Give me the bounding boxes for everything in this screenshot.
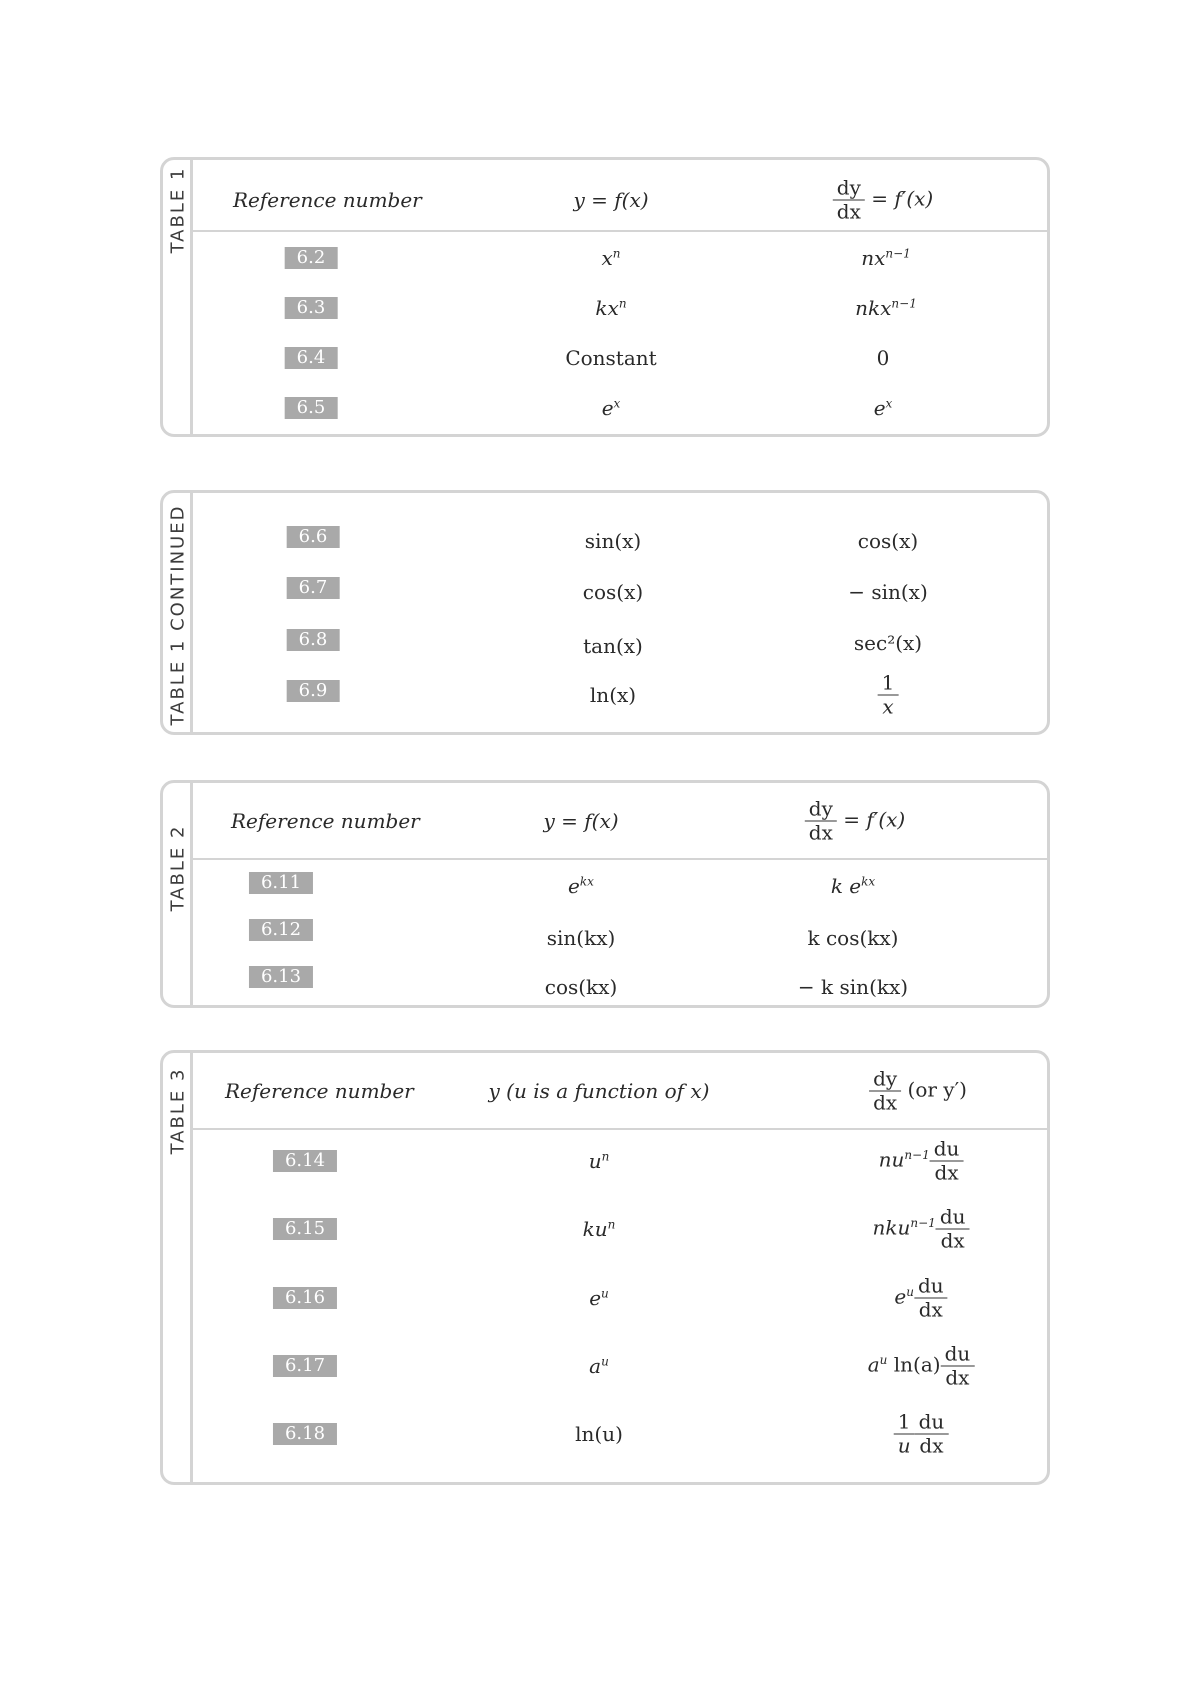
du-dx-fraction: $\frac{du}{dx}$ (936, 1206, 970, 1253)
one-over-x-fraction: $\frac{1}{x}$ (878, 672, 899, 719)
table-3-label: TABLE 3 (167, 1067, 189, 1155)
function-cell: cos(kx) (544, 975, 618, 999)
table-1-continued (160, 490, 1050, 735)
du-dx-fraction: $\frac{du}{dx}$ (941, 1343, 975, 1390)
reference-badge: 6.4 (285, 347, 338, 369)
function-cell: cos(x) (582, 580, 644, 604)
derivative-cell: − sin(x) (848, 580, 928, 604)
dy-dx-fraction: $\frac{dy}{dx}$ (869, 1068, 901, 1115)
function-cell: sin(x) (584, 529, 642, 553)
derivative-cell: $e^u$ $\frac{du}{dx}$ (894, 1275, 947, 1322)
function-cell: ln(x) (589, 683, 637, 707)
function-cell: $u^n$ (588, 1149, 610, 1173)
derivative-cell: − k sin(kx) (797, 975, 909, 999)
function-cell: Constant (565, 346, 657, 370)
reference-badge: 6.8 (287, 629, 340, 651)
table-3-tab (163, 1053, 193, 1482)
function-cell: $e^{kx}$ (568, 874, 594, 898)
reference-badge: 6.11 (249, 872, 313, 894)
reference-badge: 6.2 (285, 247, 338, 269)
table-2-tab (163, 783, 193, 1005)
reference-badge: 6.9 (287, 680, 340, 702)
header-derivative: $\frac{dy}{dx}$ (or y′) (869, 1068, 967, 1115)
header-function: y = f(x) (573, 188, 649, 212)
derivative-cell: $nx^{n-1}$ (861, 246, 911, 270)
function-cell: $kx^n$ (595, 296, 627, 320)
du-dx-fraction: $\frac{du}{dx}$ (915, 1411, 949, 1458)
function-cell: $e^x$ (601, 396, 621, 420)
one-over-u-fraction: $\frac{1}{u}$ (894, 1411, 915, 1458)
derivative-cell: nku$^{n-1}$ $\frac{du}{dx}$ (873, 1206, 970, 1253)
function-cell: $e^u$ (589, 1286, 609, 1310)
dy-dx-fraction: $\frac{dy}{dx}$ (805, 798, 837, 845)
header-derivative: $\frac{dy}{dx}$ = f′(x) (833, 177, 933, 224)
table-1 (160, 157, 1050, 437)
function-cell: sin(kx) (546, 926, 616, 950)
derivative-cell: sec²(x) (853, 631, 923, 655)
table-3 (160, 1050, 1050, 1485)
du-dx-fraction: $\frac{du}{dx}$ (914, 1275, 948, 1322)
reference-badge: 6.17 (273, 1355, 337, 1377)
header-function: y (u is a function of x) (488, 1079, 710, 1103)
function-cell: tan(x) (583, 634, 643, 658)
reference-badge: 6.12 (249, 919, 313, 941)
header-reference-number: Reference number (225, 1079, 414, 1103)
header-function: y = f(x) (543, 809, 619, 833)
du-dx-fraction: $\frac{du}{dx}$ (930, 1138, 964, 1185)
derivative-cell: k cos(kx) (807, 926, 899, 950)
dy-dx-fraction: $\frac{dy}{dx}$ (833, 177, 865, 224)
reference-badge: 6.6 (287, 526, 340, 548)
derivative-cell: k $e^{kx}$ (830, 874, 876, 898)
table-1-tab (163, 160, 193, 434)
header-reference-number: Reference number (233, 188, 422, 212)
reference-badge: 6.13 (249, 966, 313, 988)
header-reference-number: Reference number (231, 809, 420, 833)
reference-badge: 6.3 (285, 297, 338, 319)
reference-badge: 6.18 (273, 1423, 337, 1445)
header-derivative: $\frac{dy}{dx}$ = f′(x) (805, 798, 905, 845)
function-cell: $a^u$ (589, 1354, 609, 1378)
table-2-label: TABLE 2 (167, 824, 189, 912)
reference-badge: 6.16 (273, 1287, 337, 1309)
table-2 (160, 780, 1050, 1008)
table-1-label: TABLE 1 (167, 166, 189, 254)
table-1-continued-label: TABLE 1 CONTINUED (167, 504, 189, 726)
reference-badge: 6.15 (273, 1218, 337, 1240)
reference-badge: 6.14 (273, 1150, 337, 1172)
derivative-cell: 0 (876, 346, 890, 370)
function-cell: ln(u) (575, 1422, 623, 1446)
table-1-continued-tab (163, 493, 193, 732)
reference-badge: 6.7 (287, 577, 340, 599)
derivative-cell: cos(x) (857, 529, 919, 553)
derivative-cell: $a^u$ ln(a) $\frac{du}{dx}$ (868, 1343, 975, 1390)
reference-badge: 6.5 (285, 397, 338, 419)
derivative-cell: $nu^{n-1}$ $\frac{du}{dx}$ (879, 1138, 964, 1185)
derivative-cell (894, 1411, 949, 1458)
derivative-cell: nkx$^{n-1}$ (855, 296, 917, 320)
function-cell: $x^n$ (601, 246, 621, 270)
derivative-cell: $e^x$ (873, 396, 893, 420)
function-cell: $ku^n$ (582, 1217, 616, 1241)
derivative-cell (878, 672, 899, 719)
